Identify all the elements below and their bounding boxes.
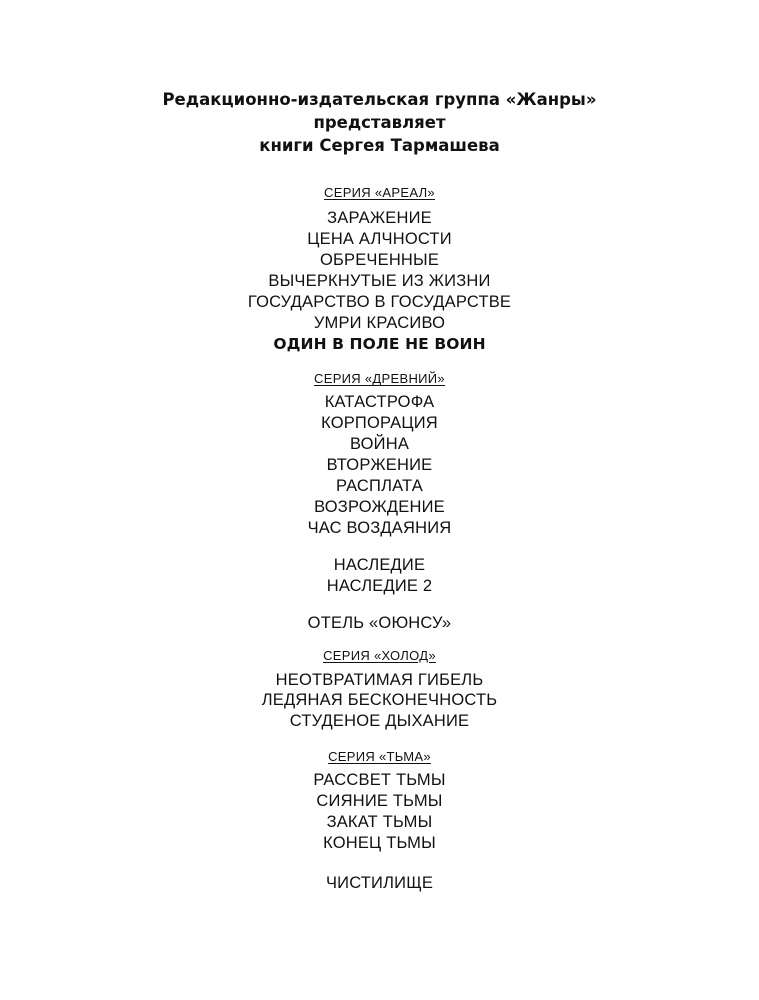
spacer	[0, 539, 759, 555]
book-title-standalone: ОТЕЛЬ «ОЮНСУ»	[307, 613, 452, 632]
book-title: НАСЛЕДИЕ 2	[326, 576, 433, 595]
series-title-drevniy: СЕРИЯ «ДРЕВНИЙ»	[314, 371, 445, 387]
series-drevniy	[0, 370, 759, 538]
header-author-line: книги Сергея Тармашева	[259, 136, 500, 155]
book-title: НЕОТВРАТИМАЯ ГИБЕЛЬ	[275, 670, 484, 689]
book-title: КОНЕЦ ТЬМЫ	[323, 833, 436, 852]
series-title-tma: СЕРИЯ «ТЬМА»	[328, 749, 431, 765]
spacer	[0, 597, 759, 613]
publisher-header	[0, 88, 759, 157]
series-areal	[0, 184, 759, 356]
spacer	[0, 634, 759, 647]
header-presents-line: представляет	[313, 113, 446, 132]
spacer	[0, 201, 759, 208]
series-title-areal: СЕРИЯ «АРЕАЛ»	[324, 185, 435, 200]
book-title: ЗАРАЖЕНИЕ	[327, 209, 432, 227]
book-title: ЦЕНА АЛЧНОСТИ	[307, 229, 452, 248]
book-title: ГОСУДАРСТВО В ГОСУДАРСТВЕ	[247, 292, 512, 311]
book-title: УМРИ КРАСИВО	[313, 313, 446, 332]
book-title-highlighted: ОДИН В ПОЛЕ НЕ ВОИН	[273, 335, 486, 354]
book-title: СИЯНИЕ ТЬМЫ	[316, 792, 443, 811]
book-title: ВТОРЖЕНИЕ	[326, 456, 433, 475]
book-title: КАТАСТРОФА	[324, 393, 435, 412]
book-title: ВЫЧЕРКНУТЫЕ ИЗ ЖИЗНИ	[268, 271, 491, 290]
book-title: РАССВЕТ ТЬМЫ	[313, 771, 446, 790]
book-title: ВОЗРОЖДЕНИЕ	[314, 497, 445, 516]
book-title-standalone: ЧИСТИЛИЩЕ	[325, 873, 434, 892]
book-title: ЧАС ВОЗДАЯНИЯ	[307, 518, 452, 537]
series-holod	[0, 647, 759, 733]
book-list	[0, 184, 759, 894]
book-title: СТУДЕНОЕ ДЫХАНИЕ	[289, 712, 470, 731]
spacer	[0, 732, 759, 748]
book-title: ЛЕДЯНАЯ БЕСКОНЕЧНОСТЬ	[261, 691, 498, 710]
book-title: ОБРЕЧЕННЫЕ	[319, 250, 440, 269]
series-title-holod: СЕРИЯ «ХОЛОД»	[323, 647, 436, 663]
series-tma	[0, 748, 759, 854]
books-nasledie	[0, 555, 759, 597]
book-title: РАСПЛАТА	[335, 477, 423, 496]
book-title: НАСЛЕДИЕ	[333, 555, 426, 574]
book-title: КОРПОРАЦИЯ	[321, 414, 438, 433]
book-title: ВОЙНА	[349, 435, 410, 454]
spacer	[0, 854, 759, 873]
spacer	[0, 356, 759, 370]
book-title: ЗАКАТ ТЬМЫ	[326, 813, 433, 832]
header-publisher-line: Редакционно-издательская группа «Жанры»	[162, 90, 597, 109]
